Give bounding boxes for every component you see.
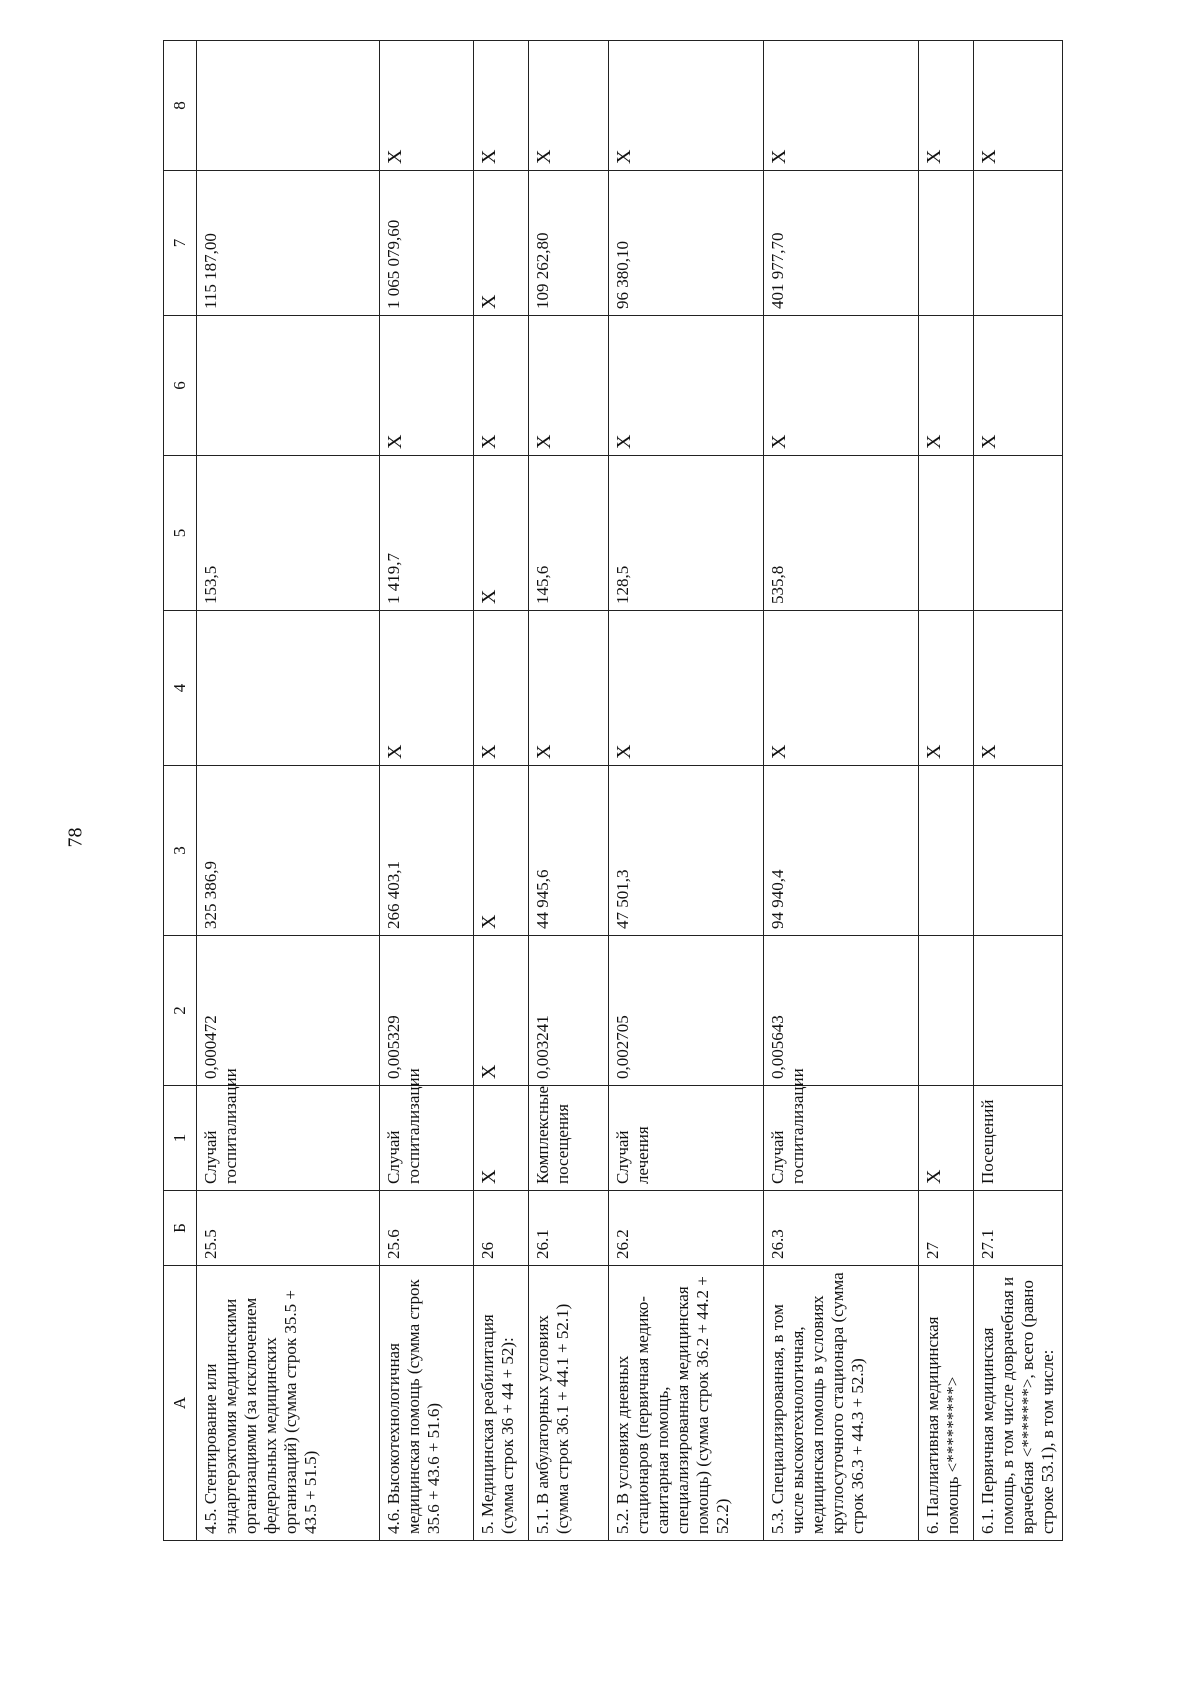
table-row [474,41,529,1541]
col-header-1: 1 [164,1086,197,1191]
cell-2: 0,000472 [197,936,380,1086]
cell-b: 26 [474,1191,529,1266]
cell-2: 0,005643 [764,936,919,1086]
cell-b: 26.1 [529,1191,609,1266]
col-header-6: 6 [164,316,197,456]
col-header-a: А [164,1266,197,1541]
cell-5: X [474,456,529,611]
cell-b: 25.5 [197,1191,380,1266]
data-table [163,40,1063,1541]
cell-3: 94 940,4 [764,766,919,936]
cell-8 [197,41,380,171]
cell-2 [919,936,974,1086]
cell-7 [974,171,1063,316]
cell-5: 535,8 [764,456,919,611]
cell-1: X [919,1086,974,1191]
cell-5: 145,6 [529,456,609,611]
cell-7 [919,171,974,316]
cell-3: 266 403,1 [380,766,474,936]
col-header-7: 7 [164,171,197,316]
cell-3: 325 386,9 [197,766,380,936]
cell-7: 96 380,10 [609,171,764,316]
cell-2: 0,005329 [380,936,474,1086]
cell-7: 401 977,70 [764,171,919,316]
cell-6: X [974,316,1063,456]
cell-4: X [919,611,974,766]
cell-3: 47 501,3 [609,766,764,936]
cell-4: X [609,611,764,766]
cell-7: 109 262,80 [529,171,609,316]
cell-a: 6.1. Первичная медицинская помощь, в том числе доврачебная и врачебная <*******>, всего (равно строке 53.1), в том числе: [974,1266,1063,1541]
cell-b: 26.3 [764,1191,919,1266]
col-header-2: 2 [164,936,197,1086]
rotated-table-container [163,41,1063,1541]
cell-8: X [380,41,474,171]
cell-5: 1 419,7 [380,456,474,611]
cell-6: X [529,316,609,456]
col-header-4: 4 [164,611,197,766]
cell-1: Случай госпитализации [197,1086,380,1191]
cell-4: X [474,611,529,766]
cell-a: 4.6. Высокотехнологичная медицинская помощь (сумма строк 35.6 + 43.6 + 51.6) [380,1266,474,1541]
col-header-5: 5 [164,456,197,611]
cell-6: X [764,316,919,456]
header-row [164,41,197,1541]
cell-4: X [764,611,919,766]
cell-a: 5.3. Специализированная, в том числе высокотехнологичная, медицинская помощь в условиях круглосуточного стационара (сумма строк 36.3 + 44.3 + 52.3) [764,1266,919,1541]
cell-4: X [974,611,1063,766]
col-header-3: 3 [164,766,197,936]
page-number: 78 [64,827,87,848]
cell-a: 5.2. В условиях дневных стационаров (первичная медико-санитарная помощь, специализированная медицинская помощь) (сумма строк 36.2 + 44.2 + 52.2) [609,1266,764,1541]
table-row [380,41,474,1541]
cell-6 [197,316,380,456]
cell-4 [197,611,380,766]
col-header-8: 8 [164,41,197,171]
cell-3 [919,766,974,936]
cell-8: X [919,41,974,171]
cell-3: X [474,766,529,936]
cell-2: X [474,936,529,1086]
cell-8: X [609,41,764,171]
cell-8: X [974,41,1063,171]
cell-3 [974,766,1063,936]
table-row [764,41,919,1541]
cell-b: 26.2 [609,1191,764,1266]
table-row [974,41,1063,1541]
table-row [919,41,974,1541]
cell-8: X [764,41,919,171]
cell-a: 4.5. Стентирование или эндартерэктомия медицинскими организациями (за исключением федеральных медицинских организаций) (сумма строк 35.5 + 43.5 + 51.5) [197,1266,380,1541]
cell-1: Случай госпитализации [380,1086,474,1191]
cell-6: X [474,316,529,456]
cell-6: X [919,316,974,456]
cell-1: Случай госпитализации [764,1086,919,1191]
cell-5: 128,5 [609,456,764,611]
cell-b: 27 [919,1191,974,1266]
cell-4: X [380,611,474,766]
cell-6: X [380,316,474,456]
cell-6: X [609,316,764,456]
cell-1: X [474,1086,529,1191]
cell-1: Посещений [974,1086,1063,1191]
cell-4: X [529,611,609,766]
cell-8: X [529,41,609,171]
cell-1: Случай лечения [609,1086,764,1191]
cell-5: 153,5 [197,456,380,611]
cell-7: 1 065 079,60 [380,171,474,316]
cell-5 [974,456,1063,611]
table-row [197,41,380,1541]
cell-1: Комплексные посещения [529,1086,609,1191]
table-row [529,41,609,1541]
cell-2 [974,936,1063,1086]
cell-b: 27.1 [974,1191,1063,1266]
cell-a: 5.1. В амбулаторных условиях (сумма строк 36.1 + 44.1 + 52.1) [529,1266,609,1541]
cell-3: 44 945,6 [529,766,609,936]
cell-a: 5. Медицинская реабилитация (сумма строк 36 + 44 + 52): [474,1266,529,1541]
col-header-b: Б [164,1191,197,1266]
table-row [609,41,764,1541]
cell-7: X [474,171,529,316]
cell-8: X [474,41,529,171]
cell-b: 25.6 [380,1191,474,1266]
cell-7: 115 187,00 [197,171,380,316]
cell-2: 0,003241 [529,936,609,1086]
cell-2: 0,002705 [609,936,764,1086]
cell-a: 6. Паллиативная медицинская помощь <*********> [919,1266,974,1541]
cell-5 [919,456,974,611]
